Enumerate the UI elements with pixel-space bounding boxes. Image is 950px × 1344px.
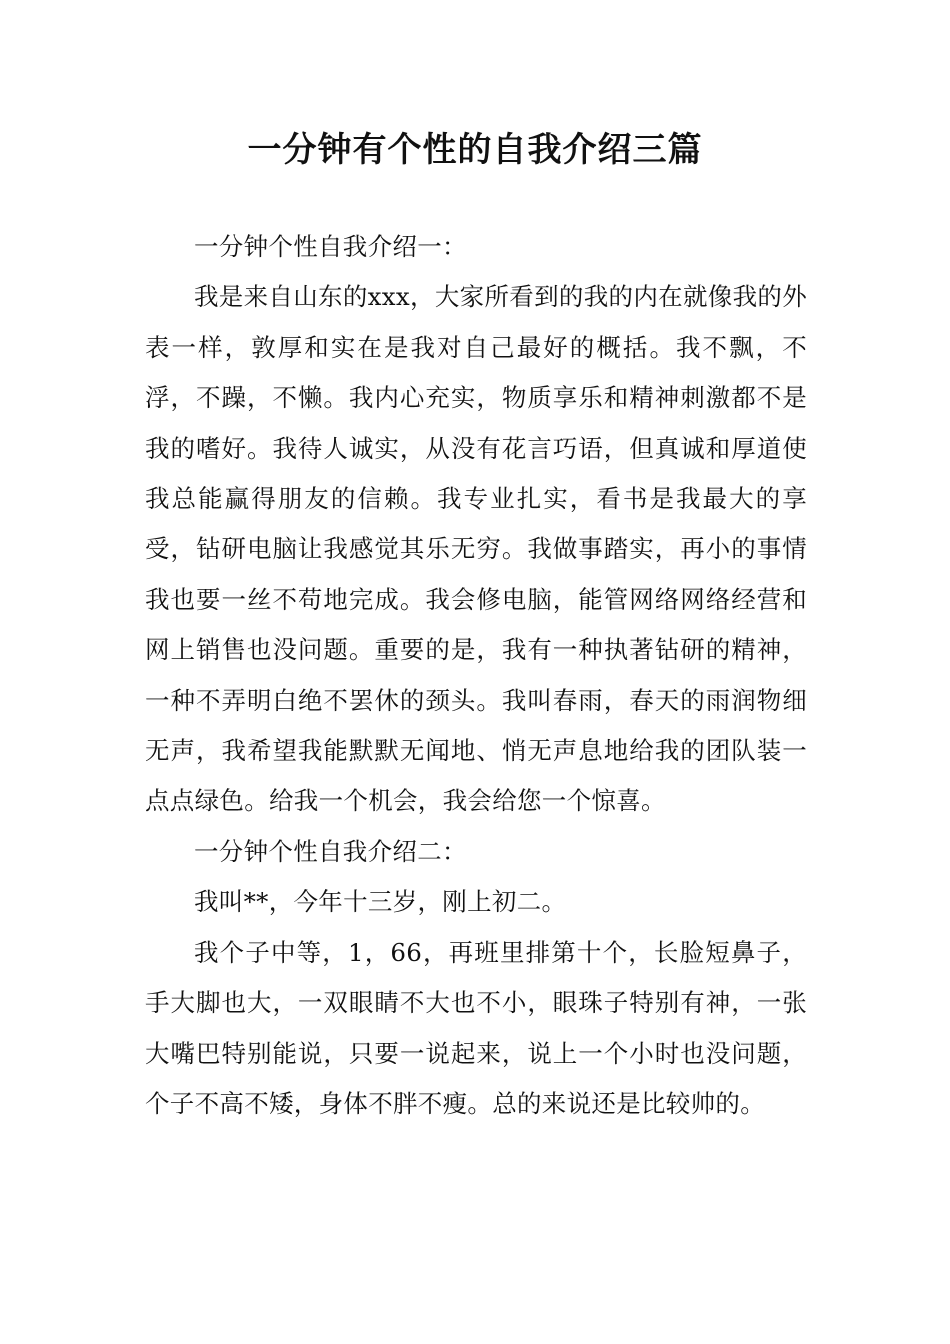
paragraph-heading-1: 一分钟个性自我介绍一： bbox=[194, 232, 467, 261]
document-title: 一分钟有个性的自我介绍三篇 bbox=[247, 130, 703, 170]
paragraph-intro-2-body: 我个子中等，1，66，再班里排第十个，长脸短鼻子，手大脚也大，一双眼睛不大也不小，眼珠子特别有神，一张大嘴巴特别能说，只要一说起来，说上一个小时也没问题，个子不高不矮，身体不胖不瘦。总的来说还是比较帅的。 bbox=[145, 937, 807, 1118]
paragraph-intro-1: 我是来自山东的xxx，大家所看到的我的内在就像我的外表一样，敦厚和实在是我对自己最好的概括。我不飘，不浮，不躁，不懒。我内心充实，物质享乐和精神刺激都不是我的嗜好。我待人诚实，从没有花言巧语，但真诚和厚道使我总能赢得朋友的信赖。我专业扎实，看书是我最大的享受，钻研电脑让我感觉其乐无穷。我做事踏实，再小的事情我也要一丝不苟地完成。我会修电脑，能管网络网络经营和网上销售也没问题。重要的是，我有一种执著钻研的精神，一种不弄明白绝不罢休的颈头。我叫春雨，春天的雨润物细无声，我希望我能默默无闻地、悄无声息地给我的团队装一点点绿色。给我一个机会，我会给您一个惊喜。 bbox=[145, 282, 807, 816]
document-body bbox=[145, 222, 807, 1129]
paragraph-heading-2: 一分钟个性自我介绍二： bbox=[194, 836, 467, 866]
paragraph-intro-2-line: 我叫**，今年十三岁，刚上初二。 bbox=[194, 887, 567, 917]
